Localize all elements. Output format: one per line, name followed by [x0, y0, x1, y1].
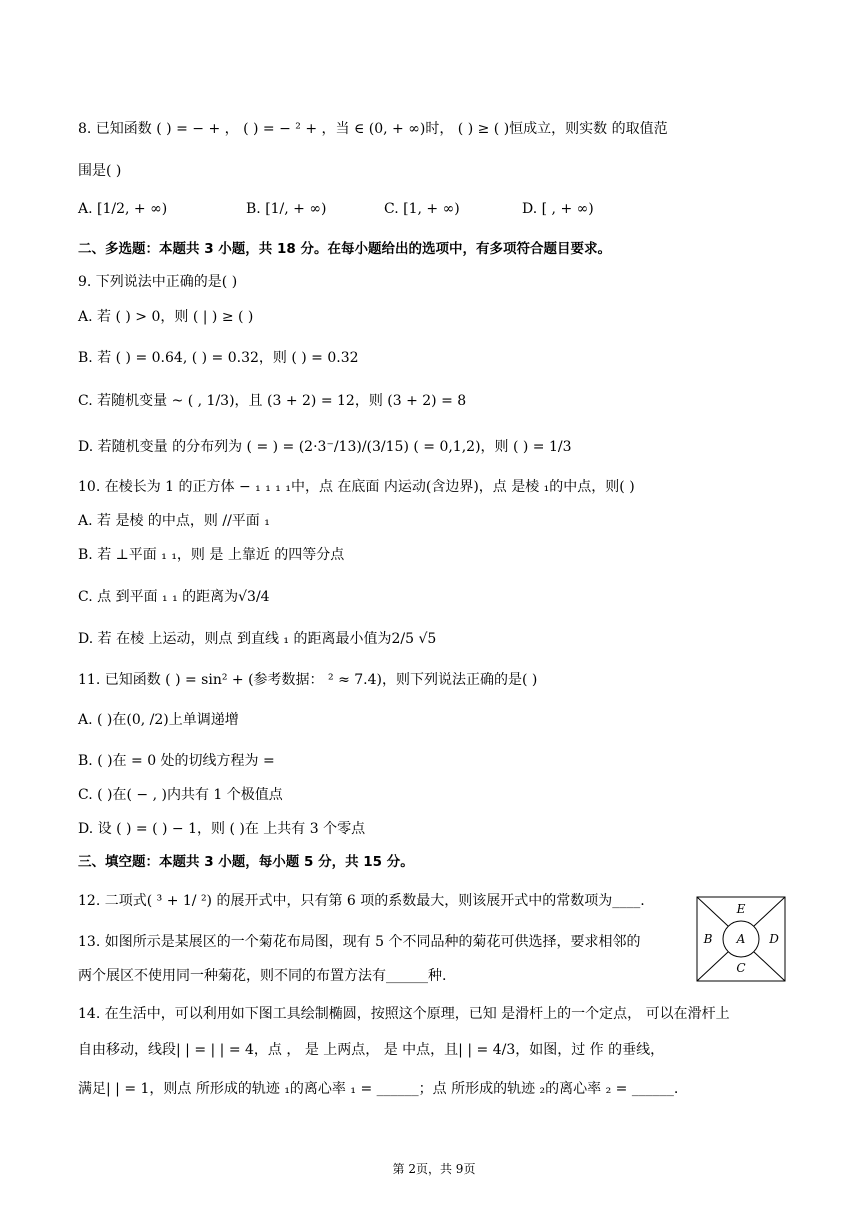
question-10: 10. 在棱长为 1 的正方体 − ₁ ₁ ₁ ₁中，点 在底面 内运动(含边界)，点 是棱 ₁的中点，则( )	[78, 479, 635, 495]
question-12: 12. 二项式( ³ + 1/ ²) 的展开式中，只有第 6 项的系数最大，则该展开式中的常数项为____.	[78, 893, 645, 909]
question-8-option-b: B. [1/, + ∞)	[246, 201, 327, 217]
question-9-option-a: A. 若 ( ) > 0，则 ( | ) ≥ ( )	[78, 309, 254, 325]
section-2-heading: 二、多选题：本题共 3 小题，共 18 分。在每小题给出的选项中，有多项符合题目要求。	[78, 241, 611, 257]
question-10-option-d: D. 若 在棱 上运动，则点 到直线 ₁ 的距离最小值为2/5 √5	[78, 631, 437, 647]
question-8-option-c: C. [1, + ∞)	[384, 201, 460, 217]
question-11-option-c: C. ( )在( − , )内共有 1 个极值点	[78, 787, 283, 803]
question-11: 11. 已知函数 ( ) = sin² + (参考数据： ² ≈ 7.4)，则下列说法正确的是( )	[78, 672, 538, 688]
question-8-line1: 8. 已知函数 ( ) = − + ， ( ) = − ² + ，当 ∈ (0, + ∞)时， ( ) ≥ ( )恒成立，则实数 的取值范	[78, 121, 668, 137]
section-3-heading: 三、填空题：本题共 3 小题，每小题 5 分，共 15 分。	[78, 854, 414, 870]
question-9-option-d: D. 若随机变量 的分布列为 ( = ) = (2·3⁻/13)/(3/15) ( = 0,1,2)，则 ( ) = 1/3	[78, 439, 572, 455]
question-8-option-a: A. [1/2, + ∞)	[78, 201, 168, 217]
question-13-line2: 两个展区不使用同一种菊花，则不同的布置方法有______种.	[78, 968, 447, 984]
region-label-c: C	[736, 961, 746, 975]
exhibition-layout-diagram	[696, 896, 786, 982]
question-14-line2: 自由移动，线段| | = | | = 4，点 ， 是 上两点， 是 中点，且| | = 4/3，如图，过 作 的垂线，	[78, 1042, 665, 1058]
question-10-option-b: B. 若 ⊥平面 ₁ ₁，则 是 上靠近 的四等分点	[78, 547, 345, 563]
question-11-option-b: B. ( )在 = 0 处的切线方程为 =	[78, 753, 275, 769]
question-11-option-d: D. 设 ( ) = ( ) − 1，则 ( )在 上共有 3 个零点	[78, 821, 366, 837]
question-13-line1: 13. 如图所示是某展区的一个菊花布局图，现有 5 个不同品种的菊花可供选择，要求相邻的	[78, 934, 641, 950]
region-label-e: E	[736, 902, 746, 916]
question-9-option-c: C. 若随机变量 ~ ( , 1/3)，且 (3 + 2) = 12，则 (3 + 2) = 8	[78, 393, 467, 409]
question-14-line1: 14. 在生活中，可以利用如下图工具绘制椭圆，按照这个原理，已知 是滑杆上的一个定点， 可以在滑杆上	[78, 1006, 730, 1022]
question-9: 9. 下列说法中正确的是( )	[78, 274, 238, 290]
question-10-option-c: C. 点 到平面 ₁ ₁ 的距离为√3/4	[78, 589, 270, 605]
question-9-option-b: B. 若 ( ) = 0.64, ( ) = 0.32，则 ( ) = 0.32	[78, 350, 359, 366]
page-footer: 第 2页，共 9页	[392, 1162, 476, 1176]
question-8-line2: 围是( )	[78, 163, 122, 179]
question-8-option-d: D. [ , + ∞)	[522, 201, 594, 217]
region-label-b: B	[703, 932, 713, 946]
question-11-option-a: A. ( )在(0, /2)上单调递增	[78, 712, 239, 728]
region-label-a: A	[736, 932, 746, 946]
region-label-d: D	[769, 932, 779, 946]
question-14-line3: 满足| | = 1，则点 所形成的轨迹 ₁的离心率 ₁ = ______；点 所形成的轨迹 ₂的离心率 ₂ = ______.	[78, 1081, 679, 1097]
question-10-option-a: A. 若 是棱 的中点，则 //平面 ₁	[78, 513, 270, 529]
exhibition-layout-figure	[696, 896, 786, 982]
